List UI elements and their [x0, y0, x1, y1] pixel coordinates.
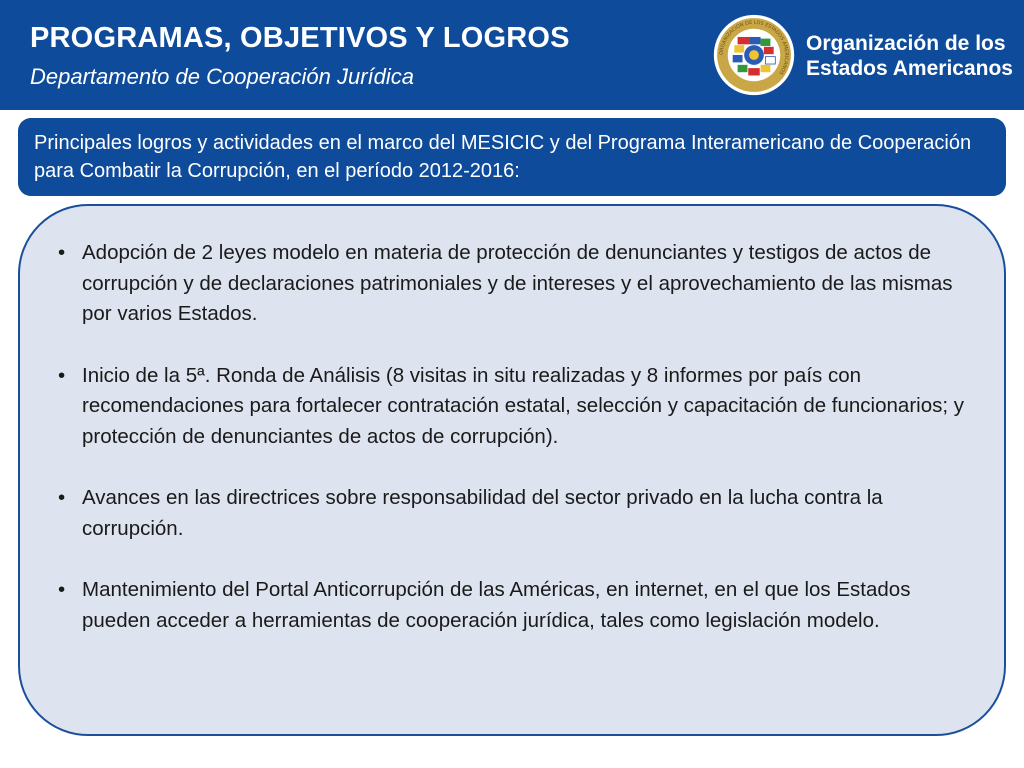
header-bar [0, 0, 1024, 110]
oas-seal-icon [713, 14, 795, 96]
list-item [58, 238, 978, 330]
achievements-panel [18, 204, 1006, 736]
list-item [58, 483, 978, 544]
page-title: PROGRAMAS, OBJETIVOS Y LOGROS [30, 22, 570, 54]
list-item-text: Adopción de 2 leyes modelo en materia de protección de denunciantes y testigos de actos de corrupción y de declaraciones patrimoniales y de intereses y el aprovechamiento de las mismas por varios Estados. [82, 241, 953, 325]
bullet-marker: • [58, 486, 66, 509]
achievements-list [58, 238, 978, 667]
list-item [58, 361, 978, 453]
list-item-text: Mantenimiento del Portal Anticorrupción de las Américas, en internet, en el que los Estados pueden acceder a herramientas de cooperación jurídica, tales como legislación modelo. [82, 578, 911, 632]
bullet-marker: • [58, 363, 66, 387]
svg-text:ORGANIZACION DE LOS ESTADOS AM: ORGANIZACION DE LOS ESTADOS AMERICANOS [718, 19, 790, 76]
list-item-text: Inicio de la 5ª. Ronda de Análisis (8 visitas in situ realizadas y 8 informes por país con recomendaciones para fortalecer contratación estatal, selección y capacitación de funcionarios; y protección de denunciantes de actos de corrupción). [82, 363, 964, 448]
org-name-line-2: Estados Americanos [806, 57, 1013, 80]
intro-banner-text: Principales logros y actividades en el marco del MESICIC y del Programa Interamericano de Cooperación para Combatir la Corrupción, en el período 2012-2016: [34, 132, 972, 182]
list-item [58, 575, 978, 636]
bullet-marker: • [58, 241, 66, 264]
list-item-text: Avances en las directrices sobre responsabilidad del sector privado en la lucha contra la corrupción. [82, 486, 883, 540]
page-subtitle: Departamento de Cooperación Jurídica [30, 64, 415, 89]
organization-name [806, 31, 1013, 81]
org-name-line-1: Organización de los [806, 32, 1006, 55]
intro-banner [18, 118, 1006, 196]
bullet-marker: • [58, 578, 66, 601]
